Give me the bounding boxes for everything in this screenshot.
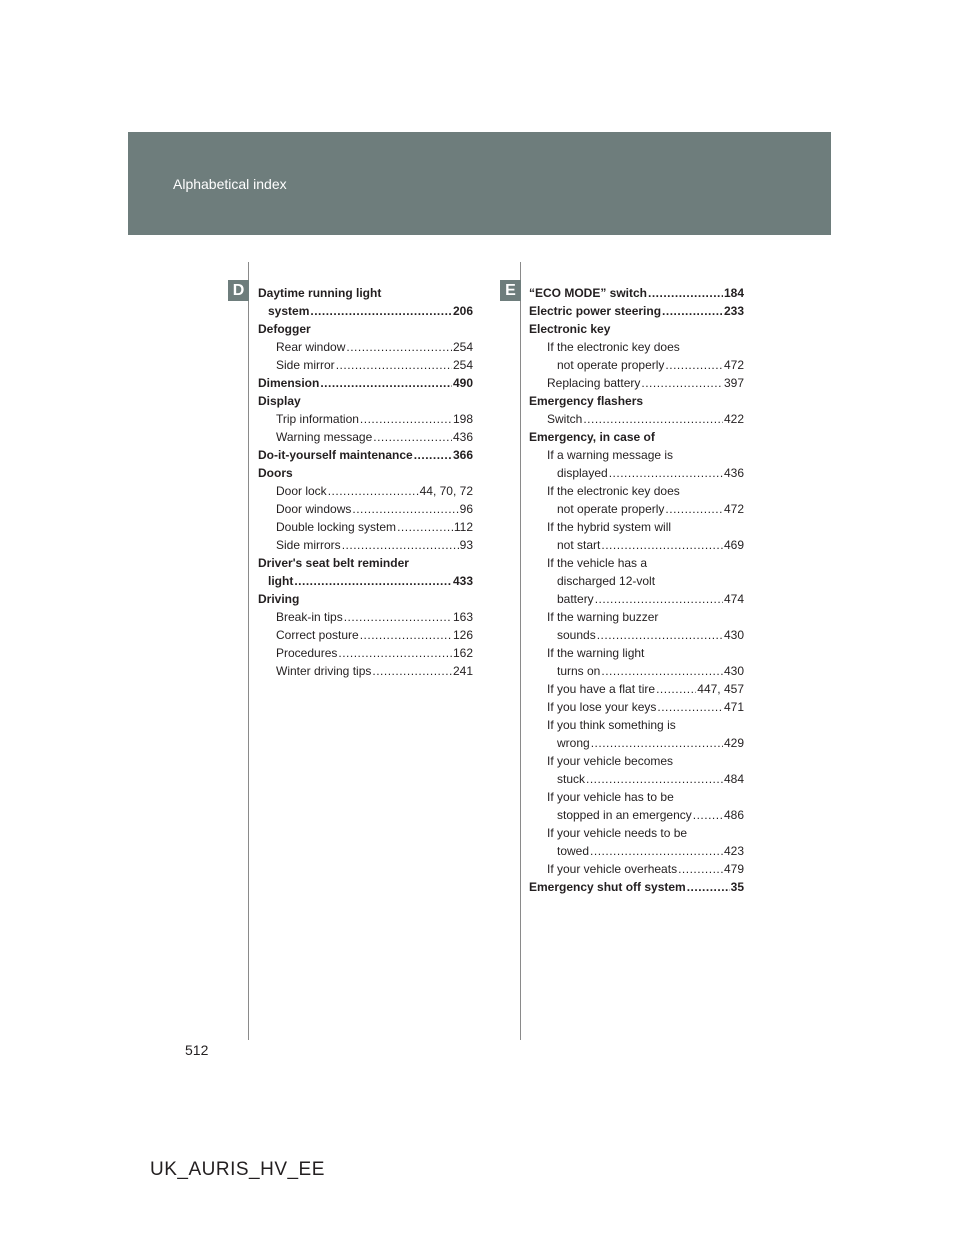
entry-label: Door lock bbox=[276, 484, 327, 498]
entry-page: 254 bbox=[452, 340, 473, 354]
dot-leader bbox=[591, 734, 723, 752]
entry-page: 162 bbox=[452, 646, 473, 660]
entry-label: Do-it-yourself maintenance bbox=[258, 448, 413, 462]
entry-page: 254 bbox=[452, 358, 473, 372]
index-entry bbox=[258, 500, 473, 518]
index-heading: Display bbox=[258, 394, 301, 408]
entry-label: light bbox=[268, 574, 294, 588]
entry-label: “ECO MODE” switch bbox=[529, 286, 648, 300]
dot-leader bbox=[294, 572, 452, 590]
index-entry bbox=[529, 842, 744, 860]
entry-label: battery bbox=[557, 592, 594, 606]
index-entry bbox=[258, 608, 473, 626]
index-heading: If the electronic key does bbox=[547, 340, 680, 354]
dot-leader bbox=[609, 464, 723, 482]
entry-page: 486 bbox=[723, 808, 744, 822]
header-title: Alphabetical index bbox=[173, 176, 287, 192]
index-entry bbox=[529, 662, 744, 680]
entry-page: 44, 70, 72 bbox=[419, 484, 473, 498]
index-entry bbox=[529, 410, 744, 428]
entry-page: 93 bbox=[459, 538, 473, 552]
index-heading: Emergency, in case of bbox=[529, 430, 655, 444]
entry-label: If you lose your keys bbox=[547, 700, 657, 714]
entry-page: 422 bbox=[723, 412, 744, 426]
dot-leader bbox=[336, 356, 452, 374]
entry-page: 366 bbox=[452, 448, 473, 462]
entry-label: not start bbox=[557, 538, 601, 552]
entry-page: 397 bbox=[723, 376, 744, 390]
index-heading: If you think something is bbox=[547, 718, 676, 732]
index-heading: If the warning light bbox=[547, 646, 645, 660]
index-entry bbox=[258, 518, 473, 536]
dot-leader bbox=[352, 500, 458, 518]
dot-leader bbox=[601, 662, 723, 680]
index-entry bbox=[258, 572, 473, 590]
entry-label: Side mirror bbox=[276, 358, 335, 372]
index-entry bbox=[258, 446, 473, 464]
dot-leader bbox=[641, 374, 723, 392]
index-entry bbox=[258, 662, 473, 680]
dot-leader bbox=[360, 626, 452, 644]
index-entry bbox=[529, 500, 744, 518]
entry-label: Side mirrors bbox=[276, 538, 341, 552]
dot-leader bbox=[320, 374, 452, 392]
index-heading: Daytime running light bbox=[258, 286, 382, 300]
entry-page: 233 bbox=[723, 304, 744, 318]
dot-leader bbox=[342, 536, 459, 554]
entry-page: 433 bbox=[452, 574, 473, 588]
entry-page: 430 bbox=[723, 664, 744, 678]
entry-label: Correct posture bbox=[276, 628, 359, 642]
index-heading: If a warning message is bbox=[547, 448, 674, 462]
entry-page: 479 bbox=[723, 862, 744, 876]
dot-leader bbox=[665, 500, 723, 518]
dot-leader bbox=[601, 536, 723, 554]
entry-label: Double locking system bbox=[276, 520, 397, 534]
index-entry bbox=[529, 770, 744, 788]
entry-label: turns on bbox=[557, 664, 601, 678]
index-entry bbox=[258, 428, 473, 446]
entry-page: 112 bbox=[453, 520, 473, 534]
entry-page: 198 bbox=[452, 412, 473, 426]
footer-code: UK_AURIS_HV_EE bbox=[150, 1159, 325, 1180]
entry-label: Trip information bbox=[276, 412, 359, 426]
entry-page: 474 bbox=[723, 592, 744, 606]
entry-page: 206 bbox=[452, 304, 473, 318]
entry-page: 447, 457 bbox=[697, 682, 744, 696]
entry-label: Break-in tips bbox=[276, 610, 343, 624]
entry-label: Warning message bbox=[276, 430, 373, 444]
index-entry bbox=[258, 626, 473, 644]
index-entry bbox=[258, 644, 473, 662]
entry-label: Winter driving tips bbox=[276, 664, 372, 678]
index-entry bbox=[529, 536, 744, 554]
entry-label: Emergency shut off system bbox=[529, 880, 686, 894]
entry-label: towed bbox=[557, 844, 590, 858]
entry-label: stopped in an emergency bbox=[557, 808, 692, 822]
entry-page: 35 bbox=[730, 880, 744, 894]
index-entry bbox=[529, 284, 744, 302]
entry-label: Door windows bbox=[276, 502, 352, 516]
entry-label: system bbox=[268, 304, 310, 318]
dot-leader bbox=[678, 860, 723, 878]
index-entry bbox=[529, 680, 744, 698]
dot-leader bbox=[310, 302, 452, 320]
dot-leader bbox=[414, 446, 452, 464]
index-entry bbox=[258, 374, 473, 392]
entry-label: not operate properly bbox=[557, 358, 665, 372]
index-entry bbox=[529, 302, 744, 320]
dot-leader bbox=[346, 338, 452, 356]
dot-leader bbox=[328, 482, 419, 500]
entry-label: stuck bbox=[557, 772, 586, 786]
dot-leader bbox=[338, 644, 452, 662]
index-heading: Driving bbox=[258, 592, 300, 606]
index-entry bbox=[529, 374, 744, 392]
index-entry bbox=[258, 356, 473, 374]
index-heading: If your vehicle becomes bbox=[547, 754, 674, 768]
dot-leader bbox=[693, 806, 723, 824]
entry-page: 490 bbox=[452, 376, 473, 390]
page-number: 512 bbox=[185, 1042, 209, 1058]
dot-leader bbox=[372, 662, 452, 680]
center-column-rule bbox=[520, 262, 521, 1040]
index-heading: Driver's seat belt reminder bbox=[258, 556, 409, 570]
index-entry bbox=[529, 806, 744, 824]
index-entry bbox=[529, 464, 744, 482]
index-entry bbox=[258, 338, 473, 356]
index-entry bbox=[258, 410, 473, 428]
index-entry bbox=[529, 734, 744, 752]
entry-page: 472 bbox=[723, 358, 744, 372]
entry-label: Dimension bbox=[258, 376, 320, 390]
entry-page: 241 bbox=[452, 664, 473, 678]
dot-leader bbox=[656, 680, 696, 698]
entry-page: 484 bbox=[723, 772, 744, 786]
entry-label: wrong bbox=[557, 736, 590, 750]
index-entry bbox=[258, 536, 473, 554]
index-entry bbox=[529, 626, 744, 644]
entry-page: 436 bbox=[723, 466, 744, 480]
index-entry bbox=[529, 698, 744, 716]
entry-label: Rear window bbox=[276, 340, 346, 354]
index-heading: Emergency flashers bbox=[529, 394, 644, 408]
dot-leader bbox=[583, 410, 723, 428]
index-heading: If the warning buzzer bbox=[547, 610, 659, 624]
entry-page: 430 bbox=[723, 628, 744, 642]
entry-label: displayed bbox=[557, 466, 608, 480]
header-bar bbox=[128, 132, 831, 235]
dot-leader bbox=[687, 878, 730, 896]
index-heading: Doors bbox=[258, 466, 293, 480]
entry-page: 471 bbox=[723, 700, 744, 714]
index-entry bbox=[529, 590, 744, 608]
entry-page: 163 bbox=[452, 610, 473, 624]
index-entry bbox=[529, 878, 744, 896]
index-heading: If the electronic key does bbox=[547, 484, 680, 498]
dot-leader bbox=[397, 518, 453, 536]
dot-leader bbox=[595, 590, 723, 608]
dot-leader bbox=[360, 410, 452, 428]
dot-leader bbox=[662, 302, 723, 320]
entry-page: 423 bbox=[723, 844, 744, 858]
dot-leader bbox=[648, 284, 723, 302]
index-column-e bbox=[529, 284, 744, 896]
entry-label: Switch bbox=[547, 412, 583, 426]
entry-page: 429 bbox=[723, 736, 744, 750]
index-heading: Electronic key bbox=[529, 322, 611, 336]
entry-page: 472 bbox=[723, 502, 744, 516]
entry-label: Electric power steering bbox=[529, 304, 662, 318]
index-heading: If your vehicle has to be bbox=[547, 790, 674, 804]
entry-label: If your vehicle overheats bbox=[547, 862, 678, 876]
index-heading: discharged 12-volt bbox=[557, 574, 656, 588]
index-entry bbox=[529, 356, 744, 374]
dot-leader bbox=[344, 608, 452, 626]
dot-leader bbox=[657, 698, 723, 716]
entry-page: 126 bbox=[452, 628, 473, 642]
entry-label: Replacing battery bbox=[547, 376, 641, 390]
index-heading: If the hybrid system will bbox=[547, 520, 672, 534]
entry-page: 96 bbox=[459, 502, 473, 516]
dot-leader bbox=[665, 356, 723, 374]
entry-page: 184 bbox=[723, 286, 744, 300]
dot-leader bbox=[373, 428, 452, 446]
letter-tab-e: E bbox=[500, 280, 521, 301]
index-heading: If the vehicle has a bbox=[547, 556, 648, 570]
entry-page: 436 bbox=[452, 430, 473, 444]
entry-label: Procedures bbox=[276, 646, 338, 660]
entry-label: sounds bbox=[557, 628, 596, 642]
letter-tab-d: D bbox=[228, 280, 249, 301]
index-heading: If your vehicle needs to be bbox=[547, 826, 688, 840]
entry-label: not operate properly bbox=[557, 502, 665, 516]
entry-label: If you have a flat tire bbox=[547, 682, 656, 696]
entry-page: 469 bbox=[723, 538, 744, 552]
index-column-d bbox=[258, 284, 473, 680]
left-margin-rule bbox=[248, 262, 249, 1040]
dot-leader bbox=[597, 626, 723, 644]
dot-leader bbox=[590, 842, 723, 860]
dot-leader bbox=[586, 770, 723, 788]
index-entry bbox=[258, 482, 473, 500]
index-entry bbox=[258, 302, 473, 320]
index-heading: Defogger bbox=[258, 322, 311, 336]
index-entry bbox=[529, 860, 744, 878]
